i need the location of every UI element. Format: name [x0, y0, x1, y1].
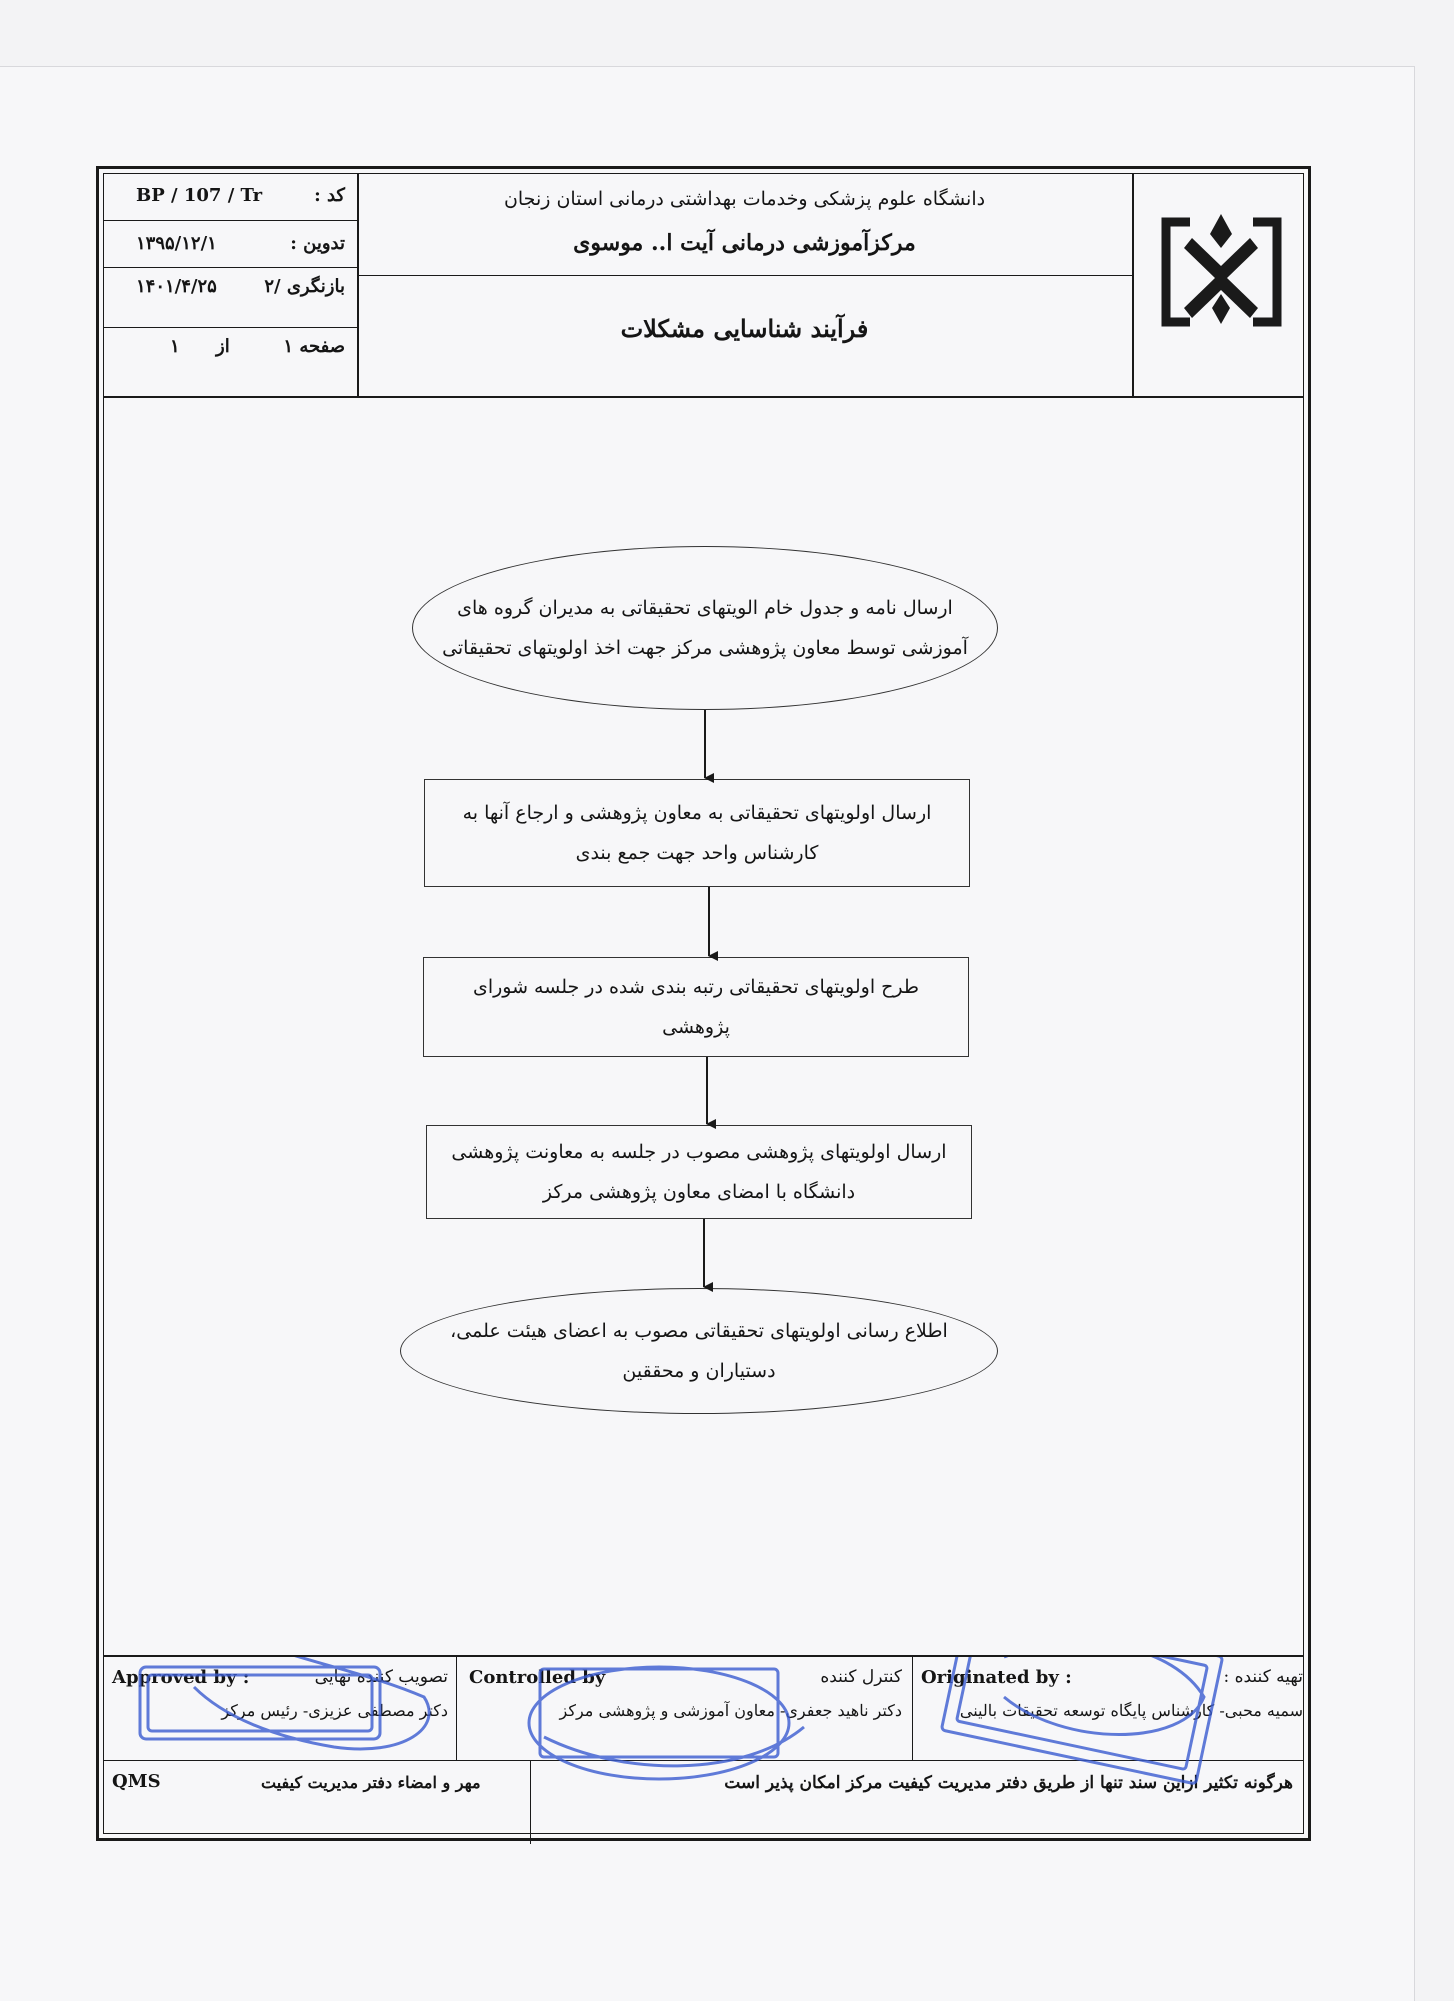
revision-value: ۱۴۰۱/۴/۲۵ — [136, 276, 217, 297]
controlled-fa-label: کنترل کننده — [820, 1667, 902, 1687]
page-label: صفحه ۱ — [283, 336, 345, 357]
flow-step-3: طرح اولویتهای تحقیقاتی رتبه بندی شده در جلسه شورای پژوهشی — [423, 957, 969, 1057]
quality-office-seal-label: مهر و امضاء دفتر مدیریت کیفیت — [261, 1773, 481, 1792]
approval-footer — [104, 1655, 1303, 1843]
code-value: BP / 107 / Tr — [136, 185, 263, 206]
approved-fa-label: تصویب کننده نهایی — [314, 1667, 448, 1687]
originated-cell — [913, 1657, 1311, 1760]
flow-step-1: ارسال نامه و جدول خام الویتهای تحقیقاتی به مدیران گروه های آموزشی توسط معاون پژوهشی مرکز جهت اخذ اولویتهای تحقیقاتی — [412, 546, 998, 710]
compiled-value: ۱۳۹۵/۱۲/۱ — [136, 233, 217, 254]
controlled-name: دکتر ناهید جعفری- معاون آموزشی و پژوهشی مرکز — [559, 1701, 902, 1720]
form-inner-frame — [103, 173, 1304, 1834]
code-label: کد : — [314, 185, 345, 206]
controlled-en-label: Controlled by — [469, 1667, 606, 1688]
approved-en-label: Approved by : — [112, 1667, 250, 1688]
approved-name: دکتر مصطفی عزیزی- رئیس مرکز — [221, 1701, 448, 1720]
copy-notice: هرگونه تکثیر ازاین سند تنها از طریق دفتر مدیریت کیفیت مرکز امکان پذیر است — [724, 1773, 1293, 1793]
footer-divider — [530, 1761, 531, 1844]
originated-fa-label: تهیه کننده : — [1223, 1667, 1303, 1687]
controlled-cell — [457, 1657, 913, 1760]
revision-label: بازنگری /۲ — [264, 276, 345, 297]
flow-arrows — [104, 174, 1311, 1654]
university-name: دانشگاه علوم پزشکی وخدمات بهداشتی درمانی استان زنجان — [503, 188, 986, 210]
originated-en-label: Originated by : — [921, 1667, 1072, 1688]
center-name: مرکزآموزشی درمانی آیت ا.. موسوی — [573, 230, 916, 256]
flow-step-5: اطلاع رسانی اولویتهای تحقیقاتی مصوب به اعضای هیئت علمی، دستیاران و محققین — [400, 1288, 998, 1414]
page-total: ۱ — [170, 336, 180, 357]
flow-step-4: ارسال اولویتهای پژوهشی مصوب در جلسه به معاونت پژوهشی دانشگاه با امضای معاون پژوهشی مرکز — [426, 1125, 972, 1219]
form-frame — [96, 166, 1311, 1841]
footer-notice-row — [104, 1760, 1303, 1844]
process-title: فرآیند شناسایی مشکلات — [620, 314, 869, 343]
page-of: از — [216, 336, 230, 357]
compiled-label: تدوین : — [290, 233, 345, 254]
originated-name: سمیه محبی- کارشناس پایگاه توسعه تحقیقات بالینی — [959, 1701, 1303, 1720]
approved-cell — [104, 1657, 457, 1760]
flow-step-2: ارسال اولویتهای تحقیقاتی به معاون پژوهشی و ارجاع آنها به کارشناس واحد جهت جمع بندی — [424, 779, 970, 887]
qms-label: QMS — [112, 1771, 161, 1792]
